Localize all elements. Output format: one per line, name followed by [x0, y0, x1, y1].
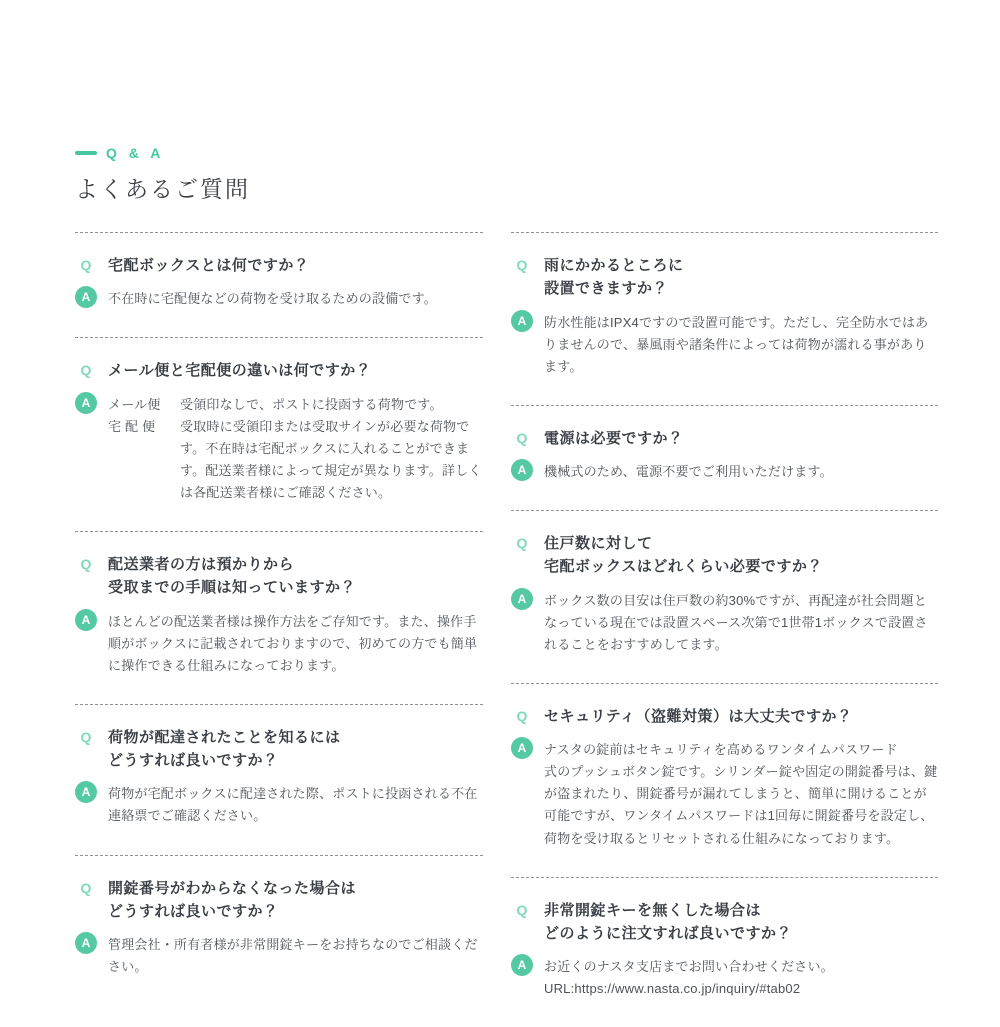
qa-item	[511, 405, 938, 510]
question-row	[75, 359, 483, 382]
question-row	[511, 705, 938, 728]
question-line: 設置できますか？	[544, 280, 669, 298]
answer-row	[75, 609, 483, 677]
answer-text	[108, 781, 483, 827]
qa-item	[511, 510, 938, 683]
question-row	[75, 553, 483, 600]
question-text	[544, 899, 792, 946]
answer-text	[544, 954, 834, 1000]
answer-line: お近くのナスタ支店までお問い合わせください。	[544, 959, 834, 975]
answer-line: ナスタの錠前はセキュリティを高めるワンタイムパスワード	[544, 742, 898, 758]
faq-column-left	[75, 232, 483, 1005]
question-row	[75, 726, 483, 773]
question-icon: Q	[516, 901, 528, 918]
question-row	[511, 532, 938, 579]
question-row	[75, 877, 483, 924]
question-icon: Q	[80, 257, 92, 273]
qa-item	[511, 877, 938, 1027]
answer-row	[511, 310, 938, 378]
question-line: 電源は必要ですか？	[544, 429, 684, 447]
answer-icon: A	[75, 609, 97, 631]
question-text	[544, 532, 823, 579]
question-line: メール便と宅配便の違いは何ですか？	[108, 362, 372, 380]
answer-icon: A	[75, 781, 97, 803]
question-line: 雨にかかるところに	[544, 257, 684, 274]
answer-text	[108, 286, 437, 310]
question-icon: Q	[516, 535, 528, 552]
header	[75, 145, 938, 204]
answer-line: URL:https://www.nasta.co.jp/inquiry/#tab02	[544, 981, 801, 997]
qa-item	[75, 337, 483, 531]
question-line: どうすれば良いですか？	[108, 902, 279, 920]
definition-row	[108, 394, 483, 416]
answer-row	[511, 459, 938, 483]
question-row	[511, 427, 938, 450]
question-line: 住戸数に対して	[544, 535, 653, 553]
question-text	[108, 254, 309, 277]
answer-text	[108, 392, 483, 504]
question-line: 配送業者の方は預かりから	[108, 556, 295, 574]
answer-line: 機械式のため、電源不要でご利用いただけます。	[544, 464, 833, 480]
question-line: 宅配ボックスとは何ですか？	[108, 257, 310, 274]
question-text	[108, 553, 356, 600]
question-icon: Q	[516, 707, 528, 724]
answer-icon: A	[75, 286, 97, 308]
answer-line: 式のプッシュボタン錠です。シリンダー錠や固定の開錠番号は、鍵が盗まれたり、開錠番号が漏れてしまうと、簡単に開けることが可能ですが、ワンタイムパスワードは1回毎に開錠番号を設定し、荷物を受け取るとリセットされる仕組みになっております。	[544, 764, 938, 846]
question-line: 宅配ボックスはどれくらい必要ですか？	[544, 558, 823, 576]
question-icon: Q	[80, 362, 92, 379]
tagline-label: Q & A	[106, 145, 165, 161]
answer-text	[108, 932, 483, 978]
answer-icon: A	[511, 310, 533, 332]
definition-term: メール便	[108, 396, 161, 412]
answer-text	[544, 737, 938, 849]
question-line: 荷物が配達されたことを知るには	[108, 728, 341, 746]
qa-item	[75, 855, 483, 1006]
answer-line: ほとんどの配送業者様は操作方法をご存知です。また、操作手順がボックスに記載されておりますので、初めての方でも簡単に操作できる仕組みになっております。	[108, 613, 478, 673]
answer-row	[75, 932, 483, 978]
question-text	[108, 877, 356, 924]
answer-line: 防水性能はIPX4ですので設置可能です。ただし、完全防水ではありませんので、暴風雨や諸条件によっては荷物が濡れる事があります。	[544, 314, 929, 374]
definition-description: 受領印なしで、ポストに投函する荷物です。	[180, 396, 443, 412]
answer-icon: A	[511, 459, 533, 481]
answer-row	[75, 392, 483, 504]
answer-row	[75, 286, 483, 310]
question-icon: Q	[516, 257, 528, 273]
qa-item	[75, 531, 483, 704]
answer-text	[108, 609, 483, 677]
faq-columns	[75, 232, 938, 1027]
question-line: どのように注文すれば良いですか？	[544, 924, 793, 942]
answer-row	[511, 737, 938, 849]
answer-text	[544, 588, 938, 656]
answer-icon: A	[75, 932, 97, 954]
question-line: 受取までの手順は知っていますか？	[108, 579, 357, 597]
answer-line: 管理会社・所有者様が非常開錠キーをお持ちなのでご相談ください。	[108, 937, 478, 975]
question-text	[108, 359, 371, 382]
question-text	[544, 427, 684, 450]
question-text	[544, 705, 853, 728]
question-row	[511, 254, 938, 301]
question-icon: Q	[80, 556, 92, 573]
answer-icon: A	[511, 588, 533, 610]
answer-line: 不在時に宅配便などの荷物を受け取るための設備です。	[108, 291, 437, 307]
question-line: 非常開錠キーを無くした場合は	[544, 901, 762, 919]
answer-row	[511, 588, 938, 656]
answer-text	[544, 310, 938, 378]
answer-row	[511, 954, 938, 1000]
answer-row	[75, 781, 483, 827]
page-title: よくあるご質問	[75, 176, 250, 202]
question-icon: Q	[80, 879, 92, 896]
question-line: セキュリティ（盗難対策）は大丈夫ですか？	[544, 707, 853, 725]
question-row	[511, 899, 938, 946]
answer-line: ボックス数の目安は住戸数の約30%ですが、再配達が社会問題となっている現在では設置スペース次第で1世帯1ボックスで設置されることをおすすめしてます。	[544, 592, 928, 652]
answer-text	[544, 459, 833, 483]
qa-item	[75, 704, 483, 855]
question-line: どうすれば良いですか？	[108, 752, 279, 770]
answer-icon: A	[511, 737, 533, 759]
definition-description: 受取時に受領印または受取サインが必要な荷物です。不在時は宅配ボックスに入れることができます。配送業者様によって規定が異なります。詳しくは各配送業者様にご確認ください。	[180, 418, 482, 500]
answer-line: 荷物が宅配ボックスに配達された際、ポストに投函される不在連絡票でご確認ください。	[108, 786, 478, 824]
qa-item	[511, 683, 938, 877]
accent-bar	[75, 151, 97, 155]
question-text	[108, 726, 341, 773]
answer-icon: A	[75, 392, 97, 414]
question-line: 開錠番号がわからなくなった場合は	[108, 879, 357, 897]
question-icon: Q	[80, 728, 92, 745]
question-row	[75, 254, 483, 277]
question-text	[544, 254, 684, 301]
qa-item	[75, 232, 483, 337]
question-icon: Q	[516, 429, 528, 446]
definition-row	[108, 416, 483, 504]
qa-item	[511, 232, 938, 405]
definition-term: 宅 配 便	[108, 418, 156, 434]
faq-column-right	[511, 232, 938, 1027]
section-tagline	[75, 145, 938, 161]
answer-icon: A	[511, 954, 533, 976]
